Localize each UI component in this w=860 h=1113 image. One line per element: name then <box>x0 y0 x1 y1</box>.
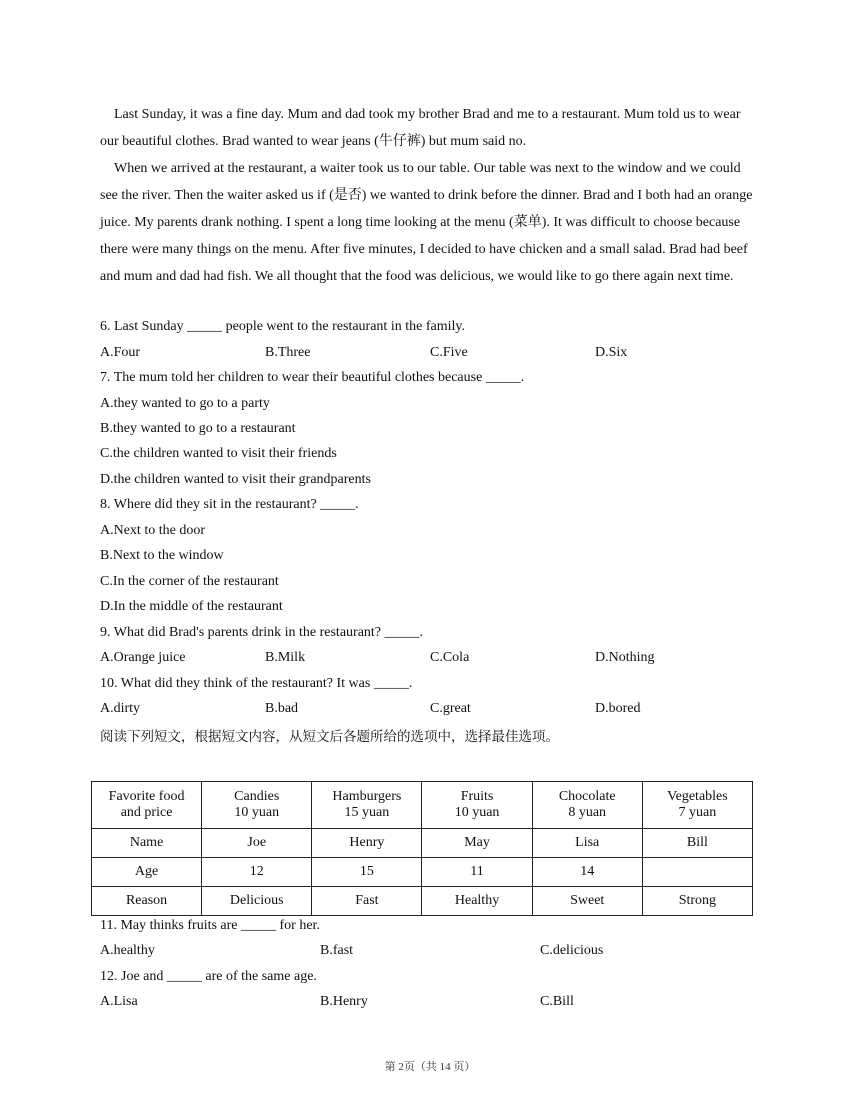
q8-option-c: C.In the corner of the restaurant <box>100 574 279 589</box>
q7-option-b: B.they wanted to go to a restaurant <box>100 421 296 436</box>
q6-option-d: D.Six <box>595 345 628 360</box>
table-cell: Healthy <box>422 887 532 916</box>
q6-option-b: B.Three <box>265 345 311 360</box>
table-header-cell: Fruits 10 yuan <box>422 782 532 829</box>
q11-option-a: A.healthy <box>100 943 155 958</box>
table-cell: 15 <box>312 858 422 887</box>
q6-option-a: A.Four <box>100 345 141 360</box>
table-row <box>92 829 753 858</box>
q8-option-b: B.Next to the window <box>100 548 224 563</box>
table-header-cell: Vegetables 7 yuan <box>642 782 752 829</box>
q7-option-a: A.they wanted to go to a party <box>100 396 270 411</box>
table-header-cell: Favorite food and price <box>92 782 202 829</box>
question-9: 9. What did Brad's parents drink in the restaurant? _____. <box>100 625 424 640</box>
question-8: 8. Where did they sit in the restaurant? _____. <box>100 497 359 512</box>
table-cell: Henry <box>312 829 422 858</box>
q10-option-a: A.dirty <box>100 701 141 716</box>
info-table <box>91 781 753 916</box>
q9-option-d: D.Nothing <box>595 650 655 665</box>
table-header-row <box>92 782 753 829</box>
table-cell: Name <box>92 829 202 858</box>
table-cell: Lisa <box>532 829 642 858</box>
q11-option-b: B.fast <box>320 943 354 958</box>
q7-option-c: C.the children wanted to visit their friends <box>100 446 337 461</box>
table-row <box>92 887 753 916</box>
table-header-cell: Candies 10 yuan <box>202 782 312 829</box>
table-cell: Reason <box>92 887 202 916</box>
table-header-cell: Chocolate 8 yuan <box>532 782 642 829</box>
table-cell: Age <box>92 858 202 887</box>
q12-option-c: C.Bill <box>540 994 574 1009</box>
question-10: 10. What did they think of the restaurant? It was _____. <box>100 676 413 691</box>
question-6: 6. Last Sunday _____ people went to the restaurant in the family. <box>100 319 465 334</box>
page-footer: 第 2页（共 14 页） <box>384 1061 476 1073</box>
q8-option-a: A.Next to the door <box>100 523 205 538</box>
table-cell: Sweet <box>532 887 642 916</box>
q9-option-b: B.Milk <box>265 650 306 665</box>
table-cell <box>642 858 752 887</box>
question-7: 7. The mum told her children to wear their beautiful clothes because _____. <box>100 370 525 385</box>
table-cell: Fast <box>312 887 422 916</box>
table-cell: 12 <box>202 858 312 887</box>
table-cell: Bill <box>642 829 752 858</box>
table-cell: Strong <box>642 887 752 916</box>
table-row <box>92 858 753 887</box>
passage-paragraph-2: When we arrived at the restaurant, a waiter took us to our table. Our table was next to the window and we could see the river. Then the waiter asked us if (是否) we wanted to drink before the dinner. Brad and I both had an orange juice. My parents drank nothing. I spent a long time looking at the menu (菜单). It was difficult to choose because there were many things on the menu. After five minutes, I decided to have chicken and a small salad. Brad had beef and mum and dad had fish. We all thought that the food was delicious, we would like to go there again next time. <box>100 161 753 284</box>
q9-option-c: C.Cola <box>430 650 470 665</box>
q7-option-d: D.the children wanted to visit their grandparents <box>100 472 371 487</box>
question-12: 12. Joe and _____ are of the same age. <box>100 969 317 984</box>
section-instruction: 阅读下列短文，根据短文内容，从短文后各题所给的选项中，选择最佳选项。 <box>100 729 559 745</box>
q11-option-c: C.delicious <box>540 943 604 958</box>
q8-option-d: D.In the middle of the restaurant <box>100 599 283 614</box>
q9-option-a: A.Orange juice <box>100 650 186 665</box>
table-cell: Joe <box>202 829 312 858</box>
table-cell: 14 <box>532 858 642 887</box>
q10-option-d: D.bored <box>595 701 641 716</box>
q10-option-b: B.bad <box>265 701 299 716</box>
table-cell: May <box>422 829 532 858</box>
question-11: 11. May thinks fruits are _____ for her. <box>100 918 320 933</box>
q12-option-a: A.Lisa <box>100 994 138 1009</box>
passage-paragraph-1: Last Sunday, it was a fine day. Mum and dad took my brother Brad and me to a restaurant. Mum told us to wear our beautiful clothes. Brad wanted to wear jeans (牛仔裤) but mum said no. <box>100 107 741 149</box>
q10-option-c: C.great <box>430 701 471 716</box>
table-cell: Delicious <box>202 887 312 916</box>
q6-option-c: C.Five <box>430 345 468 360</box>
table-cell: 11 <box>422 858 532 887</box>
q12-option-b: B.Henry <box>320 994 368 1009</box>
table-header-cell: Hamburgers 15 yuan <box>312 782 422 829</box>
